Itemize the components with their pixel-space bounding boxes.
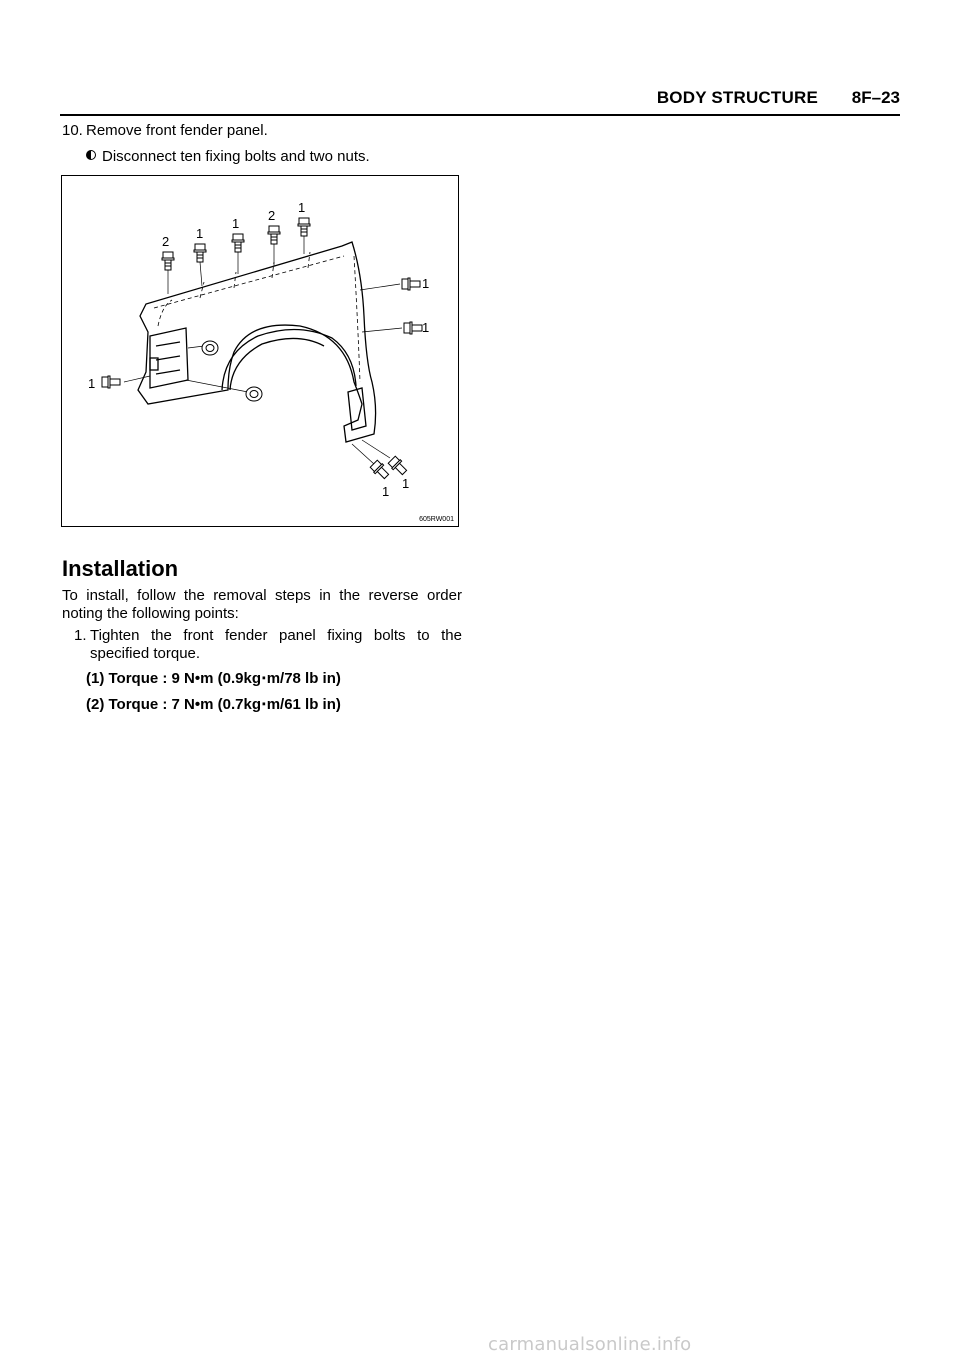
- fender-diagram: [61, 175, 459, 527]
- torque-spec-1: (1) Torque : 9 N•m (0.9kg⋅m/78 lb in): [86, 670, 341, 687]
- item-text: Tighten the front fender panel fixing bolts to the specified torque.: [90, 627, 462, 662]
- figure-code: 605RW001: [419, 516, 454, 523]
- callout-label: 1: [196, 226, 204, 241]
- callout-label: 1: [232, 216, 240, 231]
- item-number: 1.: [74, 627, 87, 644]
- installation-item: [74, 627, 462, 663]
- callout-label: 1: [402, 476, 410, 491]
- callout-label: 1: [422, 276, 430, 291]
- rear-flange: [348, 388, 366, 430]
- removal-step: [62, 122, 268, 139]
- nut-icon: [246, 387, 262, 401]
- watermark-logo: carmanualsonline.info: [488, 1334, 692, 1355]
- bolt-icon: [298, 218, 310, 236]
- callout-label: 2: [268, 208, 276, 223]
- fender-outline: [138, 242, 376, 442]
- bullet-text: Disconnect ten fixing bolts and two nuts.: [102, 148, 370, 165]
- page-header: [0, 88, 900, 112]
- page-number: 8F–23: [851, 88, 900, 107]
- installation-intro: To install, follow the removal steps in the reverse order noting the following points:: [62, 587, 462, 622]
- callout-label: 2: [162, 234, 170, 249]
- callout-label: 1: [88, 376, 96, 391]
- bolt-icon: [162, 252, 174, 270]
- header-rule: [60, 114, 900, 116]
- installation-title: Installation: [62, 556, 179, 581]
- section-title: BODY STRUCTURE: [656, 88, 818, 107]
- bolt-icon: [388, 456, 409, 477]
- bolt-icon: [402, 278, 420, 290]
- nut-icon: [202, 341, 218, 355]
- torque-spec-2: (2) Torque : 7 N•m (0.7kg⋅m/61 lb in): [86, 696, 341, 713]
- bolt-icon: [102, 376, 120, 388]
- bolt-icon: [232, 234, 244, 252]
- step-text: Remove front fender panel.: [86, 122, 268, 139]
- callout-label: 1: [298, 200, 306, 215]
- step-number: 10.: [62, 122, 83, 139]
- removal-bullet: [86, 148, 370, 165]
- callout-label: 1: [422, 320, 430, 335]
- bolt-icon: [404, 322, 422, 334]
- fender-illustration: [62, 176, 458, 526]
- bolt-icon: [268, 226, 280, 244]
- half-filled-bullet-icon: [86, 150, 96, 160]
- bolt-icon: [194, 244, 206, 262]
- callout-label: 1: [382, 484, 390, 499]
